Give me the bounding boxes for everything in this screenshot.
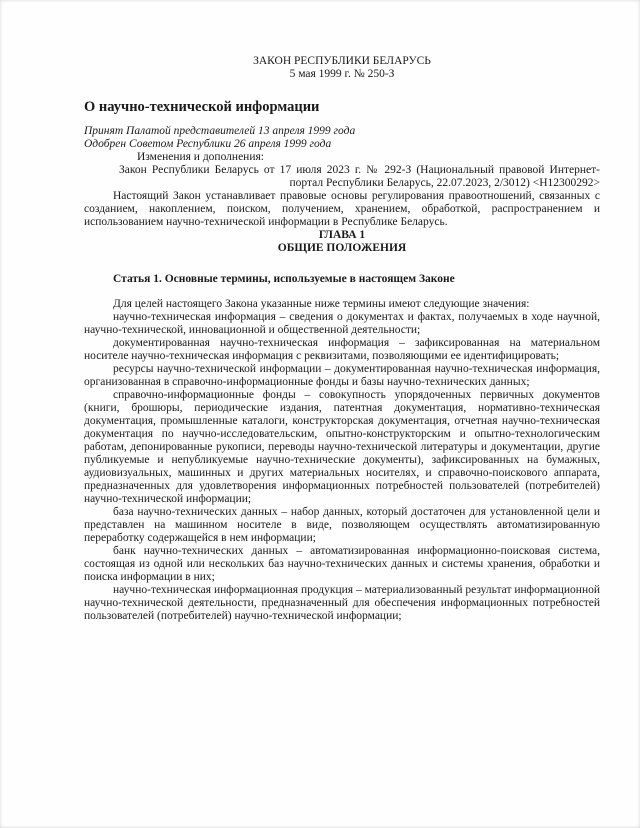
definition-paragraph: справочно-информационные фонды – совокупность упорядоченных первичных документов (книги, брошюры, периодические издания, патентная документация, нормативно-техническая документация, промышленные каталоги, конструкторская документация, отчетная научно-техническая документация по научно-исследовательским, опытно-конструкторским и опытно-технологическим работам, депонированные рукописи, переводы научно-технической литературы и документации, другие публикуемые и непубликуемые научно-технические документы), зафиксированных на бумажных, аудиовизуальных, машинных и других материальных носителях, и справочно-поискового аппарата, предназначенных для удовлетворения информационных потребностей пользователей (потребителей) научно-технической информации; <box>84 389 600 505</box>
adopted-line-house: Принят Палатой представителей 13 апреля 1999 года <box>84 125 356 137</box>
law-title: О научно-технической информации <box>84 99 320 115</box>
article-body <box>84 298 600 623</box>
chapter-heading <box>84 229 600 255</box>
definition-paragraph: банк научно-технических данных – автоматизированная информационно-поисковая система, состоящая из одной или нескольких баз научно-технических данных и системы хранения, обработки и поиска информации в них; <box>84 545 600 583</box>
chapter-name: ОБЩИЕ ПОЛОЖЕНИЯ <box>277 242 407 254</box>
law-type-line: ЗАКОН РЕСПУБЛИКИ БЕЛАРУСЬ <box>253 55 431 67</box>
intro-paragraph: Настоящий Закон устанавливает правовые основы регулирования правоотношений, связанных с созданием, накоплением, поиском, получением, хранением, обработкой, распространением и использованием научно-технической информации в Республике Беларусь. <box>84 190 600 228</box>
amendment-reference: Закон Республики Беларусь от 17 июля 2023 г. № 292-З (Национальный правовой Интернет-портал Республики Беларусь, 22.07.2023, 2/3012) <H12300292> <box>119 164 600 189</box>
article-heading: Статья 1. Основные термины, используемые в настоящем Законе <box>113 273 455 285</box>
definition-paragraph: документированная научно-техническая информация – зафиксированная на материальном носителе научно-техническая информация с реквизитами, позволяющими ее идентифицировать; <box>84 337 600 362</box>
chapter-number: ГЛАВА 1 <box>318 229 366 241</box>
law-date-number-line: 5 мая 1999 г. № 250-З <box>289 68 395 80</box>
adoption-block <box>84 125 600 190</box>
definition-paragraph: ресурсы научно-технической информации – документированная научно-техническая информация, организованная в справочно-информационные фонды и базы научно-технических данных; <box>84 363 600 388</box>
adopted-line-council: Одобрен Советом Республики 26 апреля 1999 года <box>84 138 332 150</box>
definition-paragraph: Для целей настоящего Закона указанные ниже термины имеют следующие значения: <box>113 298 530 310</box>
doc-header <box>84 55 600 81</box>
definition-paragraph: база научно-технических данных – набор данных, который достаточен для установленной цели и представлен на машинном носителе в виде, позволяющем осуществлять автоматизированную переработку содержащейся в нем информации; <box>84 506 600 544</box>
amendments-label: Изменения и дополнения: <box>137 151 264 163</box>
definition-paragraph: научно-техническая информация – сведения о документах и фактах, получаемых в ходе научной, научно-технической, инновационной и общественной деятельности; <box>84 311 600 336</box>
definition-paragraph: научно-техническая информационная продукция – материализованный результат информационной научно-технической деятельности, предназначенный для обеспечения информационных потребностей пользователей (потребителей) научно-технической информации; <box>84 584 601 622</box>
